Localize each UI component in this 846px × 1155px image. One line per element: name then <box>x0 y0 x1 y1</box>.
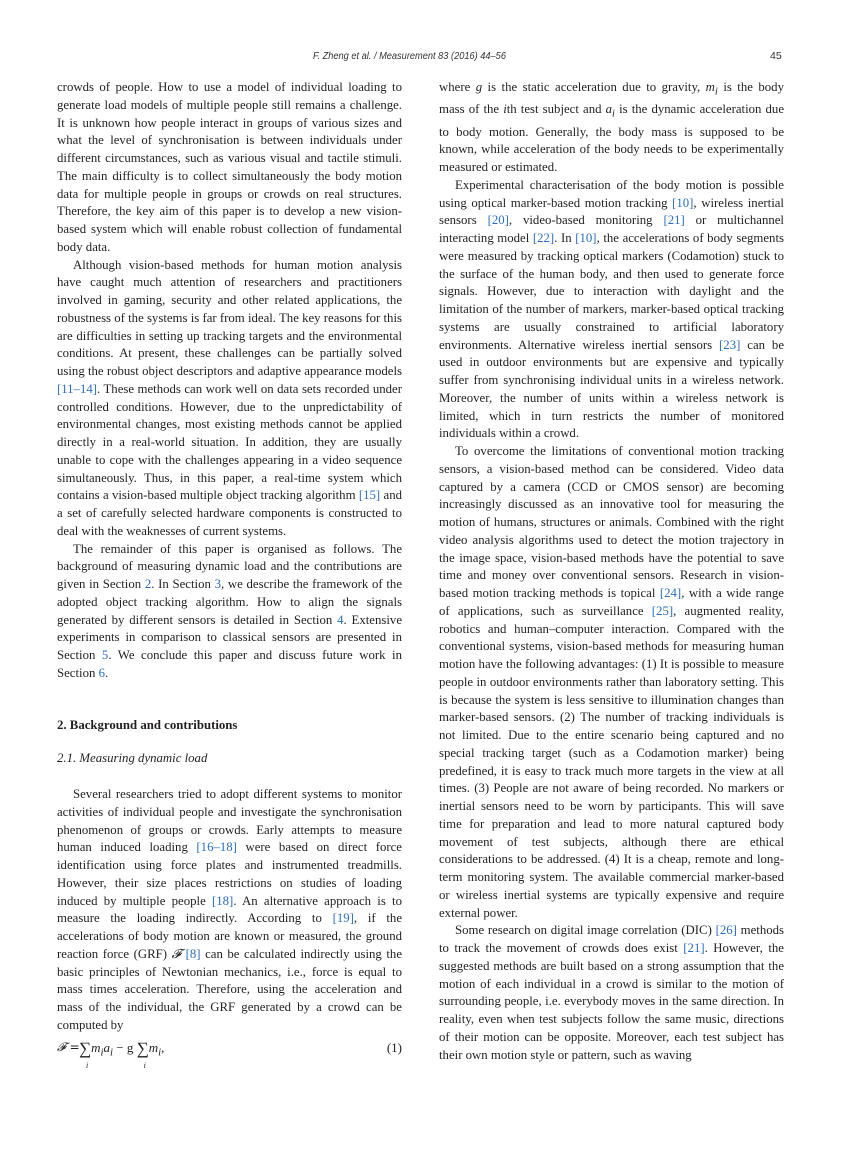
reference-link[interactable]: [10] <box>575 231 597 246</box>
reference-link[interactable]: [26] <box>715 923 737 938</box>
left-column-bottom <box>57 786 402 1035</box>
reference-link[interactable]: [16–18] <box>196 840 237 855</box>
text-run: Experimental characterisation of the body motion is possible using optical marker-based motion tracking <box>439 177 784 210</box>
text-run: Although vision-based methods for human motion analysis have caught much attention of researchers and practitioners involved in gaming, security and other related applications, the robustness of the systems is far from ideal. The key reasons for this are difficulties in setting up tracking targets and the environmental conditions. At present, these challenges can be partially solved using the robust object descriptors and adaptive appearance models <box>57 257 402 378</box>
text-run: , if the accelerations of body motion are known or measured, the ground reaction force (GRF) <box>57 911 402 961</box>
text-run: . In Section <box>151 577 215 591</box>
text-run: , we describe the framework of the adopted object tracking algorithm. How to align the signals generated by different sensors is detailed in Section <box>57 577 403 627</box>
text-run: where <box>439 80 476 94</box>
reference-link[interactable]: [22] <box>532 231 555 246</box>
text-run: . These methods can work well on data sets recorded under controlled conditions. However, due to the unpredictability of environmental changes, most existing methods cannot be applied directly in a real-world situation. In addition, they are usually unable to cope with the challenges appearing in a video sequence simultaneously. Thus, in this paper, a real-time system which contains a vision-based multiple object tracking algorithm <box>57 381 402 503</box>
sum-symbol: ∑ i <box>136 1039 149 1070</box>
reference-link[interactable]: [25] <box>651 603 674 618</box>
reference-link[interactable]: 3 <box>214 577 222 591</box>
equation-number: (1) <box>386 1040 402 1055</box>
equation-lhs: 𝓕 = <box>57 1040 80 1054</box>
running-head: F. Zheng et al. / Measurement 83 (2016) 44–56 <box>313 50 506 62</box>
text-run: Several researchers tried to adopt different systems to monitor activities of individual people and investigate the synchronisation phenomenon of groups or crowds. Early attempts to measure human induced loading <box>57 787 402 855</box>
paragraph <box>57 79 402 257</box>
text-run: g <box>475 80 483 94</box>
paragraph <box>439 922 784 1064</box>
text-run: i <box>503 102 507 117</box>
text-run: and a set of carefully selected hardware components is constructed to deal with the weaknesses of current systems. <box>57 488 402 538</box>
text-run: . <box>105 665 109 680</box>
text-run: . In <box>554 231 576 246</box>
section-heading: 2. Background and contributions <box>57 718 238 732</box>
paragraph <box>57 257 402 541</box>
left-column-top <box>57 79 402 683</box>
reference-link[interactable]: [20] <box>487 213 509 228</box>
text-run: is the body mass of the <box>439 80 784 117</box>
reference-link[interactable]: [21] <box>683 941 705 956</box>
reference-link[interactable]: [24] <box>659 586 682 601</box>
text-run: were based on direct force identification using force plates and instrumented treadmills. However, their size places restrictions on studies of loading induced by multiple people <box>57 840 402 908</box>
text-run: methods to track the movement of crowds does exist <box>439 923 784 956</box>
reference-link[interactable]: [11–14] <box>57 381 98 396</box>
text-run: Some research on digital image correlation (DIC) <box>455 923 716 938</box>
text-run: crowds of people. How to use a model of individual loading to generate load models of multiple people still remains a challenge. It is unknown how people interact in groups of various sizes and what the level of synchronisation is between individuals under different circumstances, such as various visual and tactile stimuli. The main difficulty is to collect simultaneously the body motion data for multiple people in groups or crowds on real structures. Therefore, the key aim of this paper is to develop a new vision-based system which will enable robust collection of fundamental body data. <box>57 80 402 254</box>
subsection-heading: 2.1. Measuring dynamic load <box>57 751 208 765</box>
equation-1 <box>57 1036 402 1072</box>
subscript: i <box>714 86 718 98</box>
paragraph <box>439 443 784 922</box>
equation-rhs: ∑ i $m_ia_i - g$ ∑ i $m_i$, <box>79 1039 165 1070</box>
text-run: The remainder of this paper is organised as follows. The background of measuring dynamic load and the contributions are given in Section <box>57 541 402 591</box>
paragraph <box>57 786 402 1035</box>
text-run: . We conclude this paper and discuss future work in Section <box>57 648 402 680</box>
text-run: , augmented reality, robotics and human–computer interaction. Compared with the conventional systems, vision-based methods for measuring human motion have the following advantages: (1) It is possible to measure people in outdoor environments rather than laboratory setting. This is because the system is less sensitive to illumination changes than marker-based sensors. (2) The number of tracking individuals is not limited. Due to the entire scenario being captured and no special tracking target (such as a Codamotion marker) being predefined, it is easy to track much more targets in the view at all times. (3) People are not aware of being recorded. No markers or inertial sensors need to be worn by participants. This will save time for preparation and lead to more natural captured body movement of test subjects, although there are ethical considerations to be addressed. (4) It is a cheap, remote and long-term monitoring system. The available commercial marker-based or wireless inertial systems are typically expensive and require external power. <box>439 603 784 920</box>
text-run: is the static acceleration due to gravity, <box>482 80 706 94</box>
text-run: . Extensive experiments in comparison to classical sensors are presented in Section <box>57 612 402 662</box>
reference-link[interactable]: [21] <box>663 213 685 228</box>
text-run: . An alternative approach is to measure the loading indirectly. According to <box>57 893 402 926</box>
reference-link[interactable]: [10] <box>672 195 694 210</box>
subscript: i <box>612 108 615 120</box>
paragraph <box>439 177 784 443</box>
text-run: a <box>605 102 613 117</box>
paragraph <box>439 79 784 177</box>
reference-link[interactable]: [15] <box>358 488 381 503</box>
text-run: , the accelerations of body segments were measured by tracking optical markers (Codamotion) stuck to the surface of the human body, and then used to generate force signals. However, due to interaction with daylight and the limitation of the number of markers, marker-based optical tracking systems are usually constrained to artificial laboratory environments. Alternative wireless inertial sensors <box>439 231 784 352</box>
text-run: 𝓕 <box>171 946 182 961</box>
reference-link[interactable]: [19] <box>332 911 354 926</box>
reference-link[interactable]: [8] <box>185 946 201 961</box>
reference-link[interactable]: [18] <box>212 893 234 908</box>
text-run: is the dynamic acceleration due to body motion. Generally, the body mass is supposed to be known, while acceleration of the body needs to be experimentally measured or estimated. <box>439 102 784 175</box>
text-run: To overcome the limitations of conventional motion tracking sensors, a vision-based method can be considered. Video data captured by a camera (CCD or CMOS sensor) are becoming increasingly discussed as an innovative tool for measuring the motion of humans, structures or animals. Combined with the right video analysis algorithms used to detect the motion trajectory in the image space, vision-based methods have the potential to save time and money over conventional sensors. Research in vision-based motion tracking methods is topical <box>439 444 784 601</box>
sum-symbol: ∑ i <box>79 1039 92 1070</box>
text-run: , video-based monitoring <box>508 213 664 228</box>
text-run: can be calculated indirectly using the basic principles of Newtonian mechanics, i.e., force is equal to mass times acceleration. Therefore, using the acceleration and mass of the individual, the GRF generated by a crowd can be computed by <box>57 946 402 1032</box>
text-run: th test subject and <box>506 102 606 117</box>
text-run: . However, the suggested methods are built based on a strong assumption that the motion of each individual in a crowd is similar to the motion of surrounding people, i.e. everybody moves in the same direction. In reality, even when test subjects follow the same music, directions of their motion can be opposite. Moreover, each test subject has their own motion style or pattern, such as waving <box>439 941 784 1062</box>
reference-link[interactable]: 4 <box>337 612 344 627</box>
right-column <box>439 79 784 1064</box>
text-run: or multichannel interacting model <box>439 213 784 246</box>
reference-link[interactable]: 5 <box>101 648 109 662</box>
paragraph <box>57 541 402 683</box>
page-number: 45 <box>770 50 782 62</box>
reference-link[interactable]: 2 <box>144 577 152 591</box>
text-run: , with a wide range of applications, such as surveillance <box>439 586 784 618</box>
text-run: , wireless inertial sensors <box>439 195 784 228</box>
reference-link[interactable]: 6 <box>98 665 105 680</box>
text-run: can be used in outdoor environments but are expensive and typically suffer from synchronising individual units in a wireless network. Moreover, the number of units within a wireless network is limited, which in turn restricts the number of monitored individuals within a crowd. <box>439 337 784 441</box>
reference-link[interactable]: [23] <box>719 337 741 352</box>
text-run: m <box>705 80 715 94</box>
